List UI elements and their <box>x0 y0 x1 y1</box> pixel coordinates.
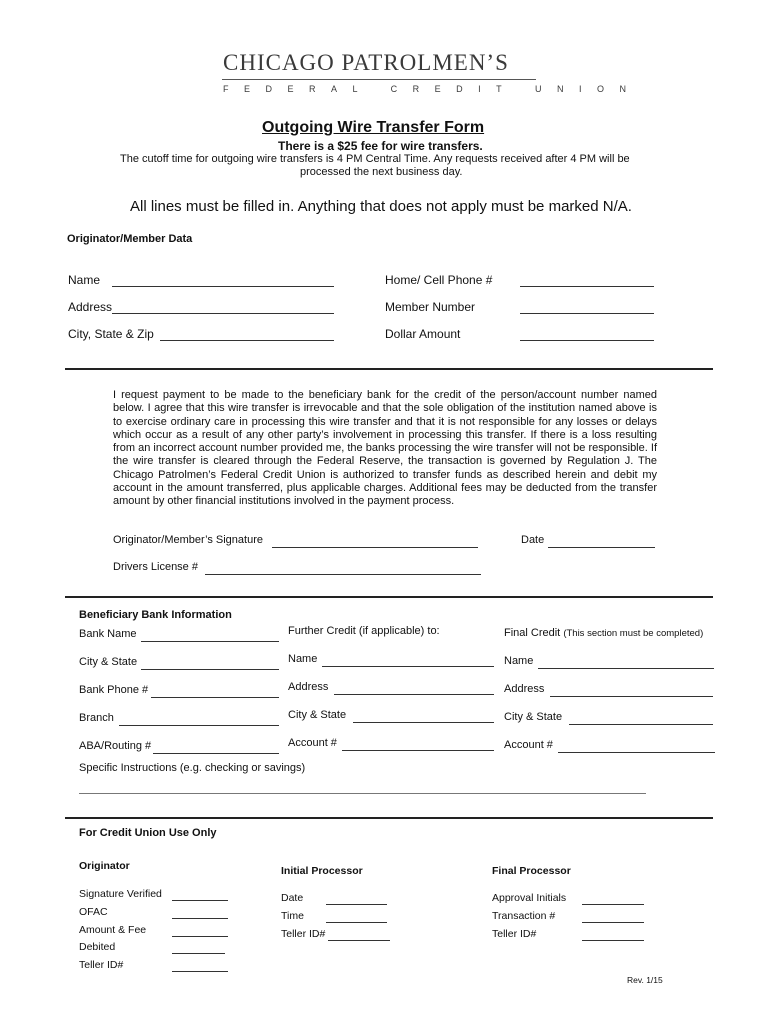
aba-label: ABA/Routing # <box>79 740 152 752</box>
logo-subtitle: FEDERAL CREDIT UNION <box>223 84 642 94</box>
fc-name-label: Name <box>288 653 318 665</box>
divider-3 <box>65 817 713 819</box>
bank-city-state-label: City & State <box>79 656 138 668</box>
transaction-field[interactable] <box>582 910 644 923</box>
divider-1 <box>65 368 713 370</box>
member-number-field[interactable] <box>520 300 654 314</box>
cutoff-line-1: The cutoff time for outgoing wire transfers is 4 PM Central Time. Any requests received after 4 PM will be <box>120 153 630 165</box>
final-account-field[interactable] <box>558 739 715 753</box>
originator-heading: Originator/Member Data <box>67 233 193 245</box>
date-label: Date <box>521 534 545 546</box>
ip-date-label: Date <box>281 892 304 904</box>
ip-teller-label: Teller ID# <box>281 928 326 940</box>
agreement-text: I request payment to be made to the beneficiary bank for the credit of the person/account number named below. I agree that this wire transfer is irrevocable and that the sole obligation of the institution named above is to exercise ordinary care in processing this wire transfer and that it is not responsible for any losses or delays which occur as a result of any other party’s involvement in processing this transfer. If there is a loss resulting from an incorrect account number provided me, the banks processing the wire transfer will not be responsible. If the wire transfer is cleared through the Federal Reserve, the transaction is governed by Regulation J. The Chicago Patrolmen’s Federal Credit Union is authorized to transfer funds as described herein and debit my account in the amount transferred, plus applicable charges. Additional fees may be deducted from the transfer amount by other financial institutions involved in the payment process. <box>113 389 657 508</box>
debited-label: Debited <box>79 941 116 953</box>
fc-city-state-field[interactable] <box>353 709 494 723</box>
final-account-label: Account # <box>504 739 553 751</box>
amount-fee-field[interactable] <box>172 924 228 937</box>
aba-field[interactable] <box>153 740 279 754</box>
final-credit-title: Final Credit <box>504 627 561 639</box>
debited-field[interactable] <box>172 941 225 954</box>
beneficiary-heading: Beneficiary Bank Information <box>79 609 232 621</box>
bank-name-field[interactable] <box>141 628 279 642</box>
ip-time-label: Time <box>281 910 304 922</box>
drivers-license-field[interactable] <box>205 561 481 575</box>
signature-label: Originator/Member’s Signature <box>113 534 263 546</box>
member-number-label: Member Number <box>385 300 476 314</box>
fc-account-label: Account # <box>288 737 337 749</box>
final-city-state-label: City & State <box>504 711 563 723</box>
initial-processor-heading: Initial Processor <box>281 865 363 877</box>
final-credit-note: (This section must be completed) <box>563 628 704 639</box>
approval-initials-label: Approval Initials <box>492 892 567 904</box>
fc-address-field[interactable] <box>334 681 494 695</box>
bank-phone-label: Bank Phone # <box>79 684 149 696</box>
final-credit-label <box>504 627 703 639</box>
phone-field[interactable] <box>520 273 654 287</box>
instructions-field[interactable] <box>79 780 646 794</box>
name-label: Name <box>68 273 101 287</box>
branch-label: Branch <box>79 712 114 724</box>
amount-fee-label: Amount & Fee <box>79 924 147 936</box>
city-state-zip-field[interactable] <box>160 327 334 341</box>
further-credit-label: Further Credit (if applicable) to: <box>288 625 440 637</box>
phone-label: Home/ Cell Phone # <box>385 273 493 287</box>
bank-phone-field[interactable] <box>151 684 279 698</box>
fc-name-field[interactable] <box>322 653 494 667</box>
ip-date-field[interactable] <box>326 892 387 905</box>
dollar-amount-field[interactable] <box>520 327 654 341</box>
logo-rule <box>222 79 536 80</box>
final-address-field[interactable] <box>550 683 713 697</box>
cutoff-line-2: processed the next business day. <box>300 166 463 178</box>
ip-time-field[interactable] <box>326 910 387 923</box>
ip-teller-field[interactable] <box>328 928 390 941</box>
cu-use-heading: For Credit Union Use Only <box>79 827 217 839</box>
page-title: Outgoing Wire Transfer Form <box>262 119 485 136</box>
bank-city-state-field[interactable] <box>141 656 279 670</box>
divider-2 <box>65 596 713 598</box>
fc-city-state-label: City & State <box>288 709 347 721</box>
bank-name-label: Bank Name <box>79 628 137 640</box>
fc-account-field[interactable] <box>342 737 494 751</box>
final-name-label: Name <box>504 655 534 667</box>
transaction-label: Transaction # <box>492 910 556 922</box>
city-state-zip-label: City, State & Zip <box>68 327 154 341</box>
name-field[interactable] <box>112 273 334 287</box>
fp-teller-label: Teller ID# <box>492 928 537 940</box>
drivers-license-label: Drivers License # <box>113 561 198 573</box>
final-processor-heading: Final Processor <box>492 865 571 877</box>
address-field[interactable] <box>112 300 334 314</box>
final-city-state-field[interactable] <box>569 711 713 725</box>
address-label: Address <box>68 300 113 314</box>
logo-name: CHICAGO PATROLMEN’S <box>223 50 509 75</box>
branch-field[interactable] <box>119 712 279 726</box>
fee-notice: There is a $25 fee for wire transfers. <box>278 139 483 153</box>
instructions-label: Specific Instructions (e.g. checking or savings) <box>79 762 306 774</box>
sig-verified-field[interactable] <box>172 888 228 901</box>
dollar-amount-label: Dollar Amount <box>385 327 461 341</box>
orig-teller-field[interactable] <box>172 959 228 972</box>
ofac-field[interactable] <box>172 906 228 919</box>
revision-label: Rev. 1/15 <box>627 975 663 985</box>
sig-verified-label: Signature Verified <box>79 888 162 900</box>
fp-teller-field[interactable] <box>582 928 644 941</box>
orig-teller-label: Teller ID# <box>79 959 124 971</box>
fill-notice: All lines must be filled in. Anything that does not apply must be marked N/A. <box>130 198 632 215</box>
date-field[interactable] <box>548 534 655 548</box>
signature-field[interactable] <box>272 534 478 548</box>
approval-initials-field[interactable] <box>582 892 644 905</box>
final-address-label: Address <box>504 683 545 695</box>
cu-originator-heading: Originator <box>79 860 130 872</box>
ofac-label: OFAC <box>79 906 108 918</box>
fc-address-label: Address <box>288 681 329 693</box>
final-name-field[interactable] <box>538 655 714 669</box>
